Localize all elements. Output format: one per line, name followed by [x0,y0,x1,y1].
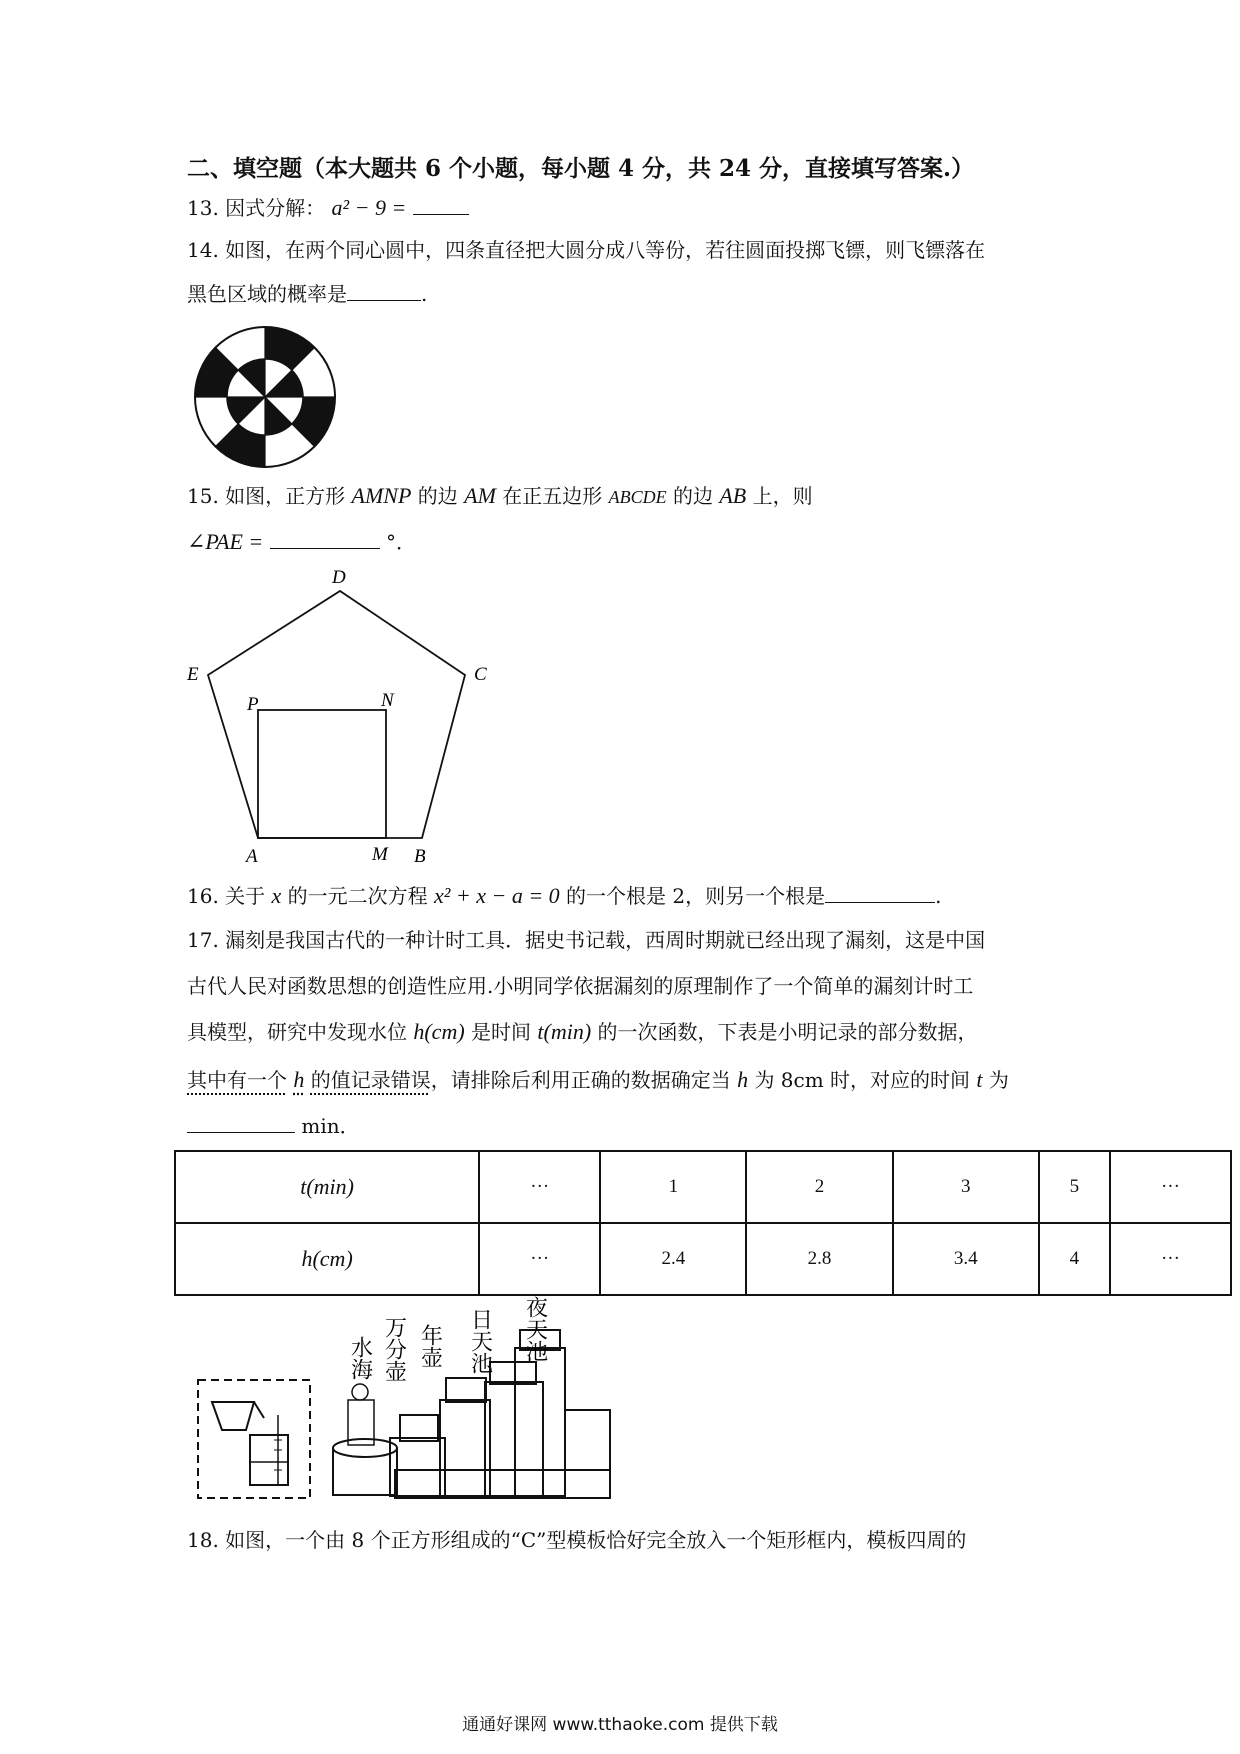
question-text: 上，则 [752,484,813,508]
answer-blank[interactable] [347,280,421,301]
question-text: 为 [988,1068,1009,1092]
question-text: 漏刻是我国古代的一种计时工具．据史书记载，西周时期就已经出现了漏刻，这是中国 [225,928,986,952]
illustration-label: 夜天池 [522,1296,548,1362]
label-B: B [414,846,426,867]
question-text: 的边 [672,484,713,508]
section-title: 二、填空题（本大题共 6 个小题，每小题 4 分，共 24 分，直接填写答案.） [187,155,975,182]
math-expression: ∠PAE = [187,529,264,554]
math-expression: h(cm) [413,1019,465,1044]
question-text: 的一个根是 2，则另一个根是 [566,884,826,908]
label-A: A [246,846,258,867]
page-footer: 通通好课网 www.tthaoke.com 提供下载 [462,1715,778,1735]
question-14-line2 [187,280,427,306]
question-text: . [421,282,428,306]
question-text: min． [301,1114,360,1138]
dartboard-figure [190,322,340,472]
question-text: 如图，一个由 8 个正方形组成的“C”型模板恰好完全放入一个矩形框内，模板四周的 [225,1528,967,1552]
question-text: 其中有一个 [187,1068,287,1092]
question-17-line1 [187,928,985,952]
table-cell: t(min) [175,1151,479,1223]
table-cell: 2.8 [746,1223,892,1295]
question-text: 具模型，研究中发现水位 [187,1020,407,1044]
table-cell: 5 [1039,1151,1110,1223]
question-15-line2 [187,528,416,554]
math-expression: h [737,1067,749,1092]
question-text: ，请排除后利用正确的数据确定当 [430,1068,731,1092]
question-text: °． [385,530,416,554]
table-cell: ··· [1110,1223,1231,1295]
question-13 [187,194,469,220]
question-17-line2: 古代人民对函数思想的创造性应用.小明同学依据漏刻的原理制作了一个简单的漏刻计时工 [187,974,974,998]
table-row [175,1151,1231,1223]
question-17-line4 [187,1068,1009,1092]
math-expression: x [271,883,282,908]
question-text: 如图，正方形 [225,484,346,508]
question-16 [187,882,942,908]
table-cell: ··· [479,1151,600,1223]
question-text: 时，对应的时间 [830,1068,971,1092]
answer-blank[interactable] [187,1112,295,1133]
question-text: 8cm [780,1068,824,1092]
table-cell: 4 [1039,1223,1110,1295]
question-text: 因式分解： [225,196,326,220]
question-15-line1 [187,484,813,509]
square-shape [258,710,386,838]
math-expression: x² + x − a = 0 [434,883,560,908]
table-cell: h(cm) [175,1223,479,1295]
question-17-line5 [187,1112,360,1138]
illustration-label: 万分壶 [381,1316,407,1382]
label-E: E [187,664,199,685]
question-text: 关于 [225,884,266,908]
question-text: 的一元二次方程 [287,884,428,908]
illustration-label: 年壶 [417,1324,443,1368]
table-row [175,1223,1231,1295]
answer-blank[interactable] [413,194,469,215]
answer-blank[interactable] [825,882,935,903]
question-number: 15. [187,484,219,508]
answer-blank[interactable] [270,528,380,549]
question-17-line3 [187,1020,978,1044]
question-text: 的边 [417,484,458,508]
question-number: 14. [187,238,219,262]
question-14-line1 [187,238,985,262]
math-expression: AM [464,483,496,508]
question-text: 的一次函数，下表是小明记录的部分数据， [597,1020,978,1044]
question-text: 的值记录错误 [310,1068,431,1092]
question-text: 是时间 [471,1020,532,1044]
table-cell: 3.4 [893,1223,1039,1295]
question-number: 18. [187,1528,219,1552]
math-expression: t(min) [537,1019,592,1044]
table-cell: 1 [600,1151,746,1223]
question-text: . [935,884,942,908]
table-cell: 2.4 [600,1223,746,1295]
label-M: M [372,844,388,865]
math-expression: AB [719,483,747,508]
illustration-label: 水海 [347,1336,373,1380]
data-table [174,1150,1232,1296]
label-C: C [474,664,487,685]
question-text: 黑色区域的概率是 [187,282,347,306]
table-cell: 3 [893,1151,1039,1223]
question-number: 16. [187,884,219,908]
table-cell: ··· [1110,1151,1231,1223]
label-N: N [381,690,394,711]
question-number: 17. [187,928,219,952]
math-expression: h [293,1067,305,1092]
label-D: D [332,567,346,588]
question-text: 在正五边形 [502,484,603,508]
math-expression: AMNP [351,483,412,508]
math-expression: ABCDE [608,487,667,507]
water-clock-illustration [190,1290,630,1510]
pentagon-figure [180,560,510,870]
table-cell: ··· [479,1223,600,1295]
question-18 [187,1528,966,1552]
question-text: 如图，在两个同心圆中，四条直径把大圆分成八等份，若往圆面投掷飞镖，则飞镖落在 [225,238,986,262]
question-text: 为 [754,1068,775,1092]
math-expression: t [976,1067,983,1092]
illustration-label: 日天池 [467,1308,493,1374]
table-cell: 2 [746,1151,892,1223]
label-P: P [247,694,259,715]
math-expression: a² − 9 = [331,195,407,220]
question-number: 13. [187,196,219,220]
